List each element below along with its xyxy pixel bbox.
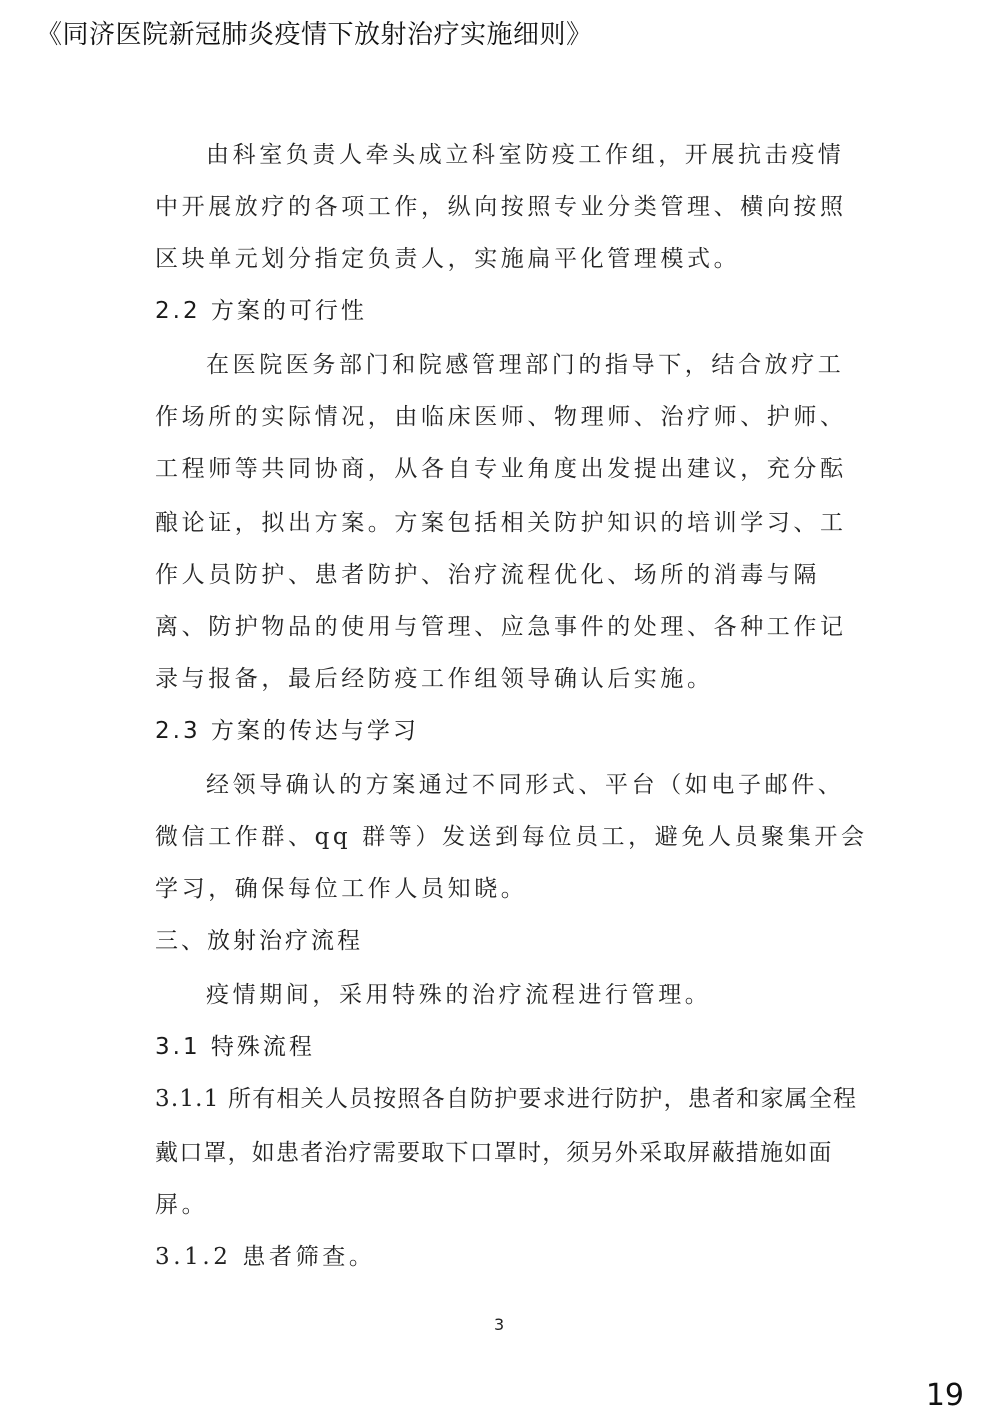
paragraph-line: 经领导确认的方案通过不同形式、平台（如电子邮件、 — [206, 772, 845, 798]
paragraph-line: 3.1.2 患者筛查。 — [155, 1244, 376, 1270]
paragraph-line: 由科室负责人牵头成立科室防疫工作组，开展抗击疫情 — [206, 142, 845, 168]
paragraph-line: 中开展放疗的各项工作，纵向按照专业分类管理、横向按照 — [155, 194, 847, 220]
paragraph-line: 作场所的实际情况，由临床医师、物理师、治疗师、护师、 — [155, 404, 847, 430]
paragraph-line: 酿论证，拟出方案。方案包括相关防护知识的培训学习、工 — [155, 510, 847, 536]
section-heading: 2.3 方案的传达与学习 — [155, 718, 419, 744]
paragraph-line: 作人员防护、患者防护、治疗流程优化、场所的消毒与隔 — [155, 562, 820, 588]
section-heading: 3.1 特殊流程 — [155, 1034, 315, 1060]
paragraph-line: 学习，确保每位工作人员知晓。 — [155, 876, 528, 902]
paragraph-line: 录与报备，最后经防疫工作组领导确认后实施。 — [155, 666, 714, 692]
paragraph-line: 区块单元划分指定负责人，实施扁平化管理模式。 — [155, 246, 741, 272]
paragraph-line: 工程师等共同协商，从各自专业角度出发提出建议，充分酝 — [155, 456, 847, 482]
paragraph-line: 微信工作群、qq 群等）发送到每位员工，避免人员聚集开会 — [155, 824, 868, 850]
section-heading: 三、放射治疗流程 — [155, 928, 363, 954]
paragraph-line: 戴口罩，如患者治疗需要取下口罩时，须另外采取屏蔽措施如面 — [155, 1140, 833, 1166]
paragraph-line: 3.1.1 所有相关人员按照各自防护要求进行防护，患者和家属全程 — [155, 1086, 858, 1112]
paragraph-line: 疫情期间，采用特殊的治疗流程进行管理。 — [206, 982, 712, 1008]
page-number: 3 — [494, 1315, 505, 1334]
document-header-title: 《同济医院新冠肺炎疫情下放射治疗实施细则》 — [36, 20, 593, 50]
paragraph-line: 在医院医务部门和院感管理部门的指导下，结合放疗工 — [206, 352, 845, 378]
section-heading: 2.2 方案的可行性 — [155, 298, 367, 324]
paragraph-line: 离、防护物品的使用与管理、应急事件的处理、各种工作记 — [155, 614, 847, 640]
corner-page-number: 19 — [925, 1378, 964, 1413]
paragraph-line: 屏。 — [155, 1192, 209, 1218]
